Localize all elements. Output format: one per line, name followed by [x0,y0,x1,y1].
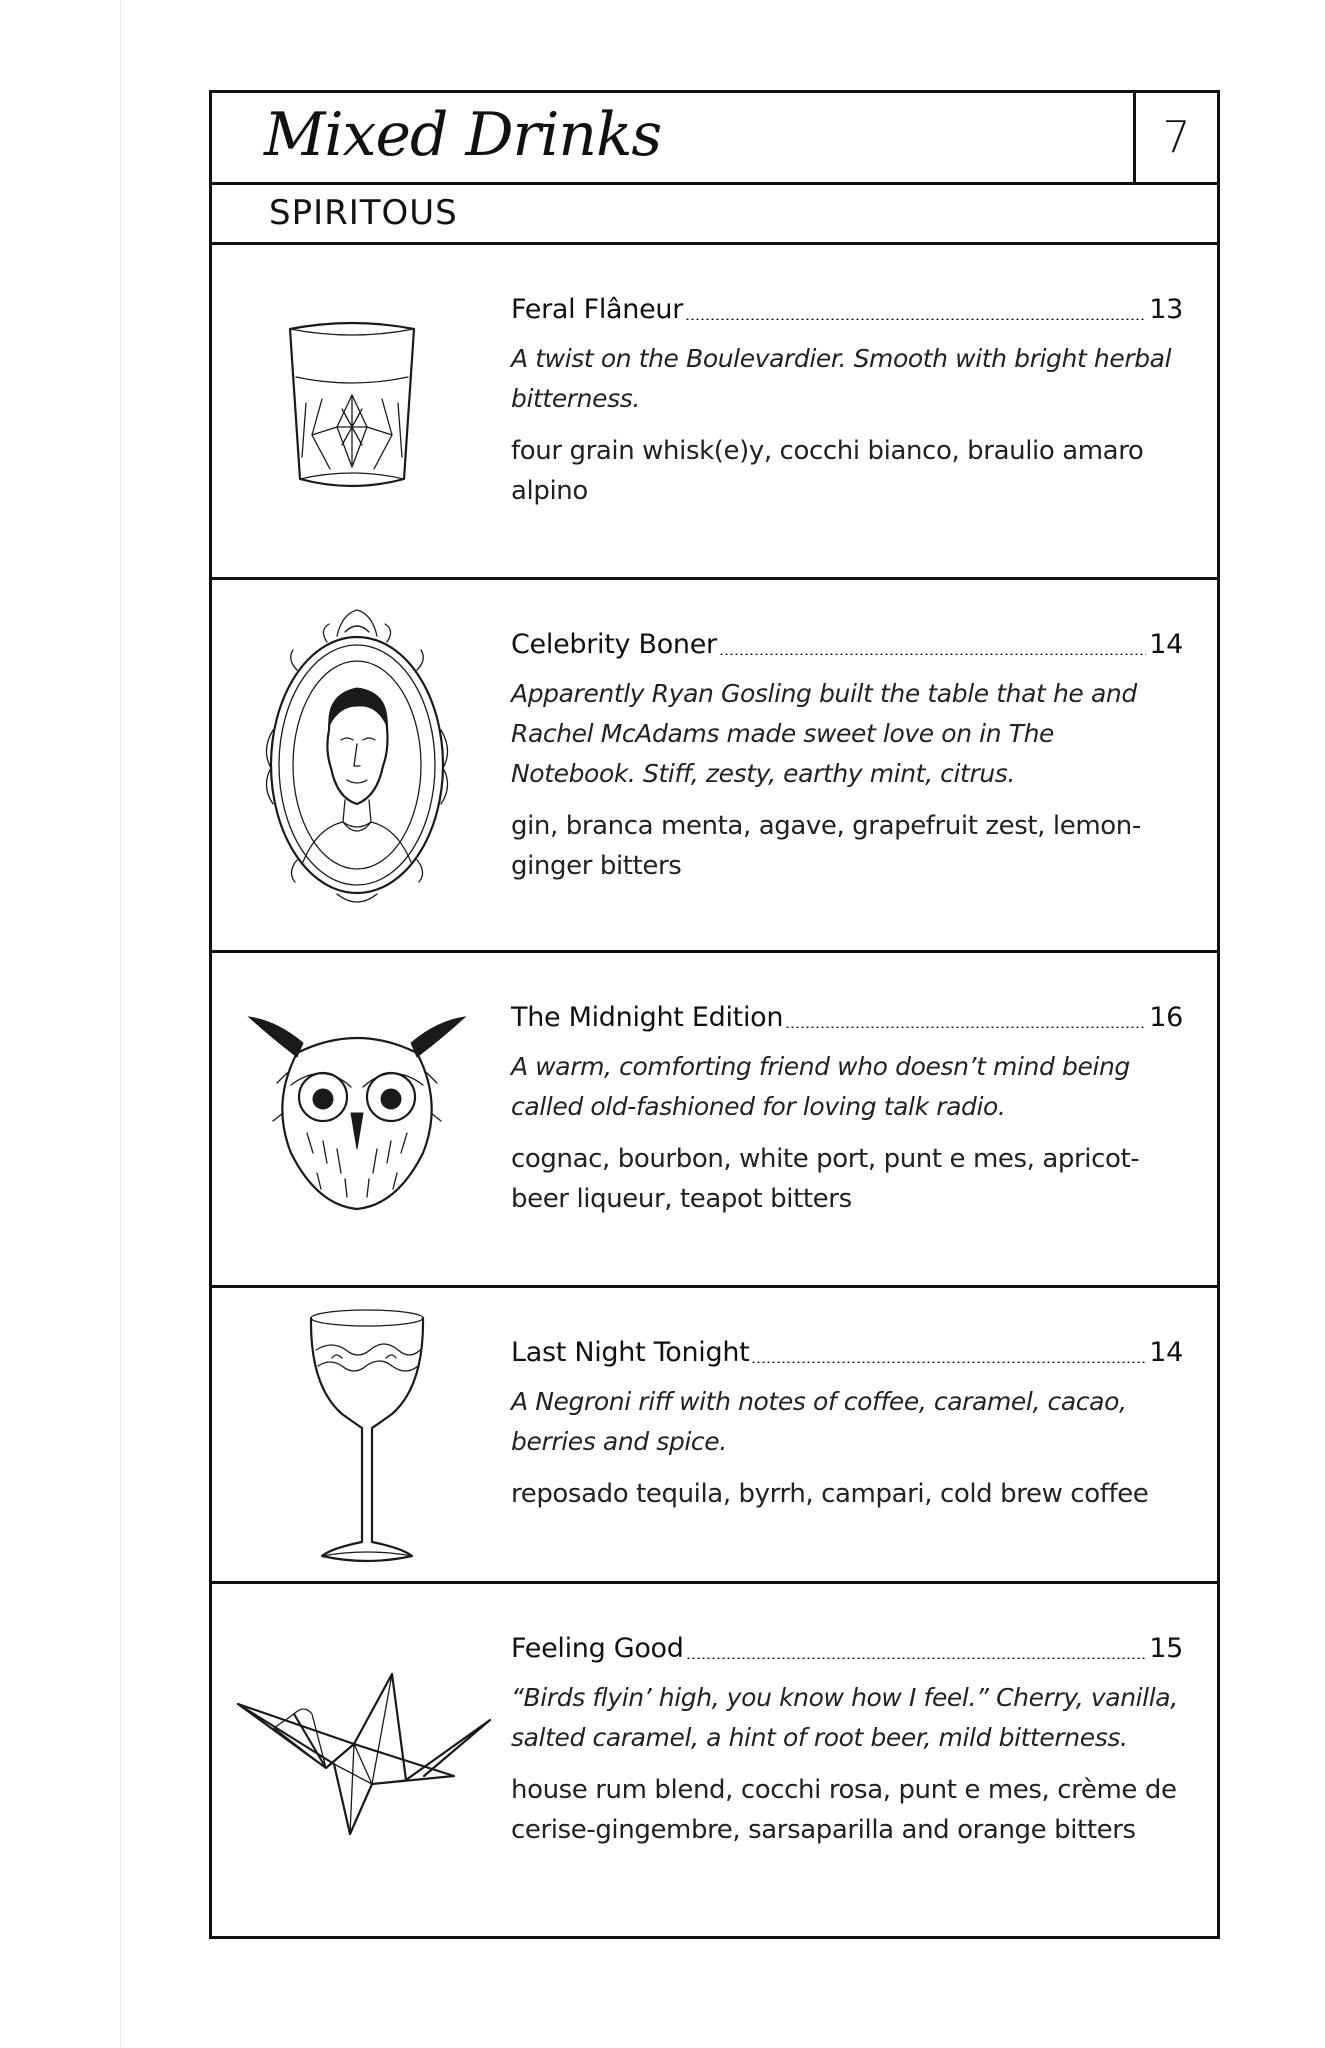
dot-leader [751,1361,1146,1363]
section-title: SPIRITOUS [269,193,458,233]
page-title: Mixed Drinks [264,100,662,170]
drink-ingredients: four grain whisk(e)y, cocchi bianco, braulio amaro alpino [511,436,1144,506]
paper-crane-icon [234,1664,494,1844]
drink-item [212,953,1217,1288]
drink-description: A warm, comforting friend who doesn’t mind being called old-fashioned for loving talk radio. [511,1052,1130,1121]
dot-leader [719,653,1146,655]
drink-name-line [511,293,1183,327]
drink-name-line [511,1001,1183,1035]
drink-description: A Negroni riff with notes of coffee, caramel, cacao, berries and spice. [511,1387,1127,1456]
owl-icon [247,1013,467,1213]
drink-price: 13 [1149,294,1183,325]
drink-price: 15 [1149,1633,1183,1664]
drink-description: “Birds flyin’ high, you know how I feel.” Cherry, vanilla, salted caramel, a hint of root beer, mild bitterness. [511,1683,1178,1752]
menu-frame [209,90,1220,1939]
drink-price: 14 [1149,629,1183,660]
title-row [212,93,1217,185]
drink-name: Celebrity Boner [511,629,717,660]
framed-portrait-icon [257,600,457,920]
drink-name: The Midnight Edition [511,1002,784,1033]
rocks-glass-icon [282,317,422,497]
drink-details [511,1632,1183,1850]
drink-details [511,628,1183,886]
drink-ingredients: house rum blend, cocchi rosa, punt e mes, crème de cerise-gingembre, sarsaparilla and orange bitters [511,1775,1177,1845]
dot-leader [686,1657,1147,1659]
drink-item [212,1288,1217,1584]
drink-details [511,293,1183,511]
drink-ingredients: cognac, bourbon, white port, punt e mes, apricot-beer liqueur, teapot bitters [511,1144,1140,1214]
drink-name: Last Night Tonight [511,1337,750,1368]
page-spine-line [120,0,121,2048]
drink-name-line [511,1632,1183,1666]
drink-name: Feeling Good [511,1633,684,1664]
drink-ingredients: gin, branca menta, agave, grapefruit zest, lemon-ginger bitters [511,811,1141,881]
drink-price: 16 [1149,1002,1183,1033]
drink-item [212,580,1217,953]
wine-glass-icon [302,1306,432,1568]
drink-description: A twist on the Boulevardier. Smooth with bright herbal bitterness. [511,344,1172,413]
page-number: 7 [1162,112,1191,163]
drink-ingredients: reposado tequila, byrrh, campari, cold brew coffee [511,1479,1149,1509]
drink-details [511,1001,1183,1219]
drink-item [212,1584,1217,1936]
drink-name-line [511,628,1183,662]
drink-item [212,245,1217,580]
drink-name-line [511,1336,1183,1370]
drink-description: Apparently Ryan Gosling built the table that he and Rachel McAdams made sweet love on in The Notebook. Stiff, zesty, earthy mint, citrus. [511,679,1137,788]
section-row [212,185,1217,245]
dot-leader [685,318,1146,320]
drink-price: 14 [1149,1337,1183,1368]
drink-name: Feral Flâneur [511,294,684,325]
page-number-box [1133,93,1217,182]
drink-details [511,1336,1183,1514]
dot-leader [785,1026,1146,1028]
